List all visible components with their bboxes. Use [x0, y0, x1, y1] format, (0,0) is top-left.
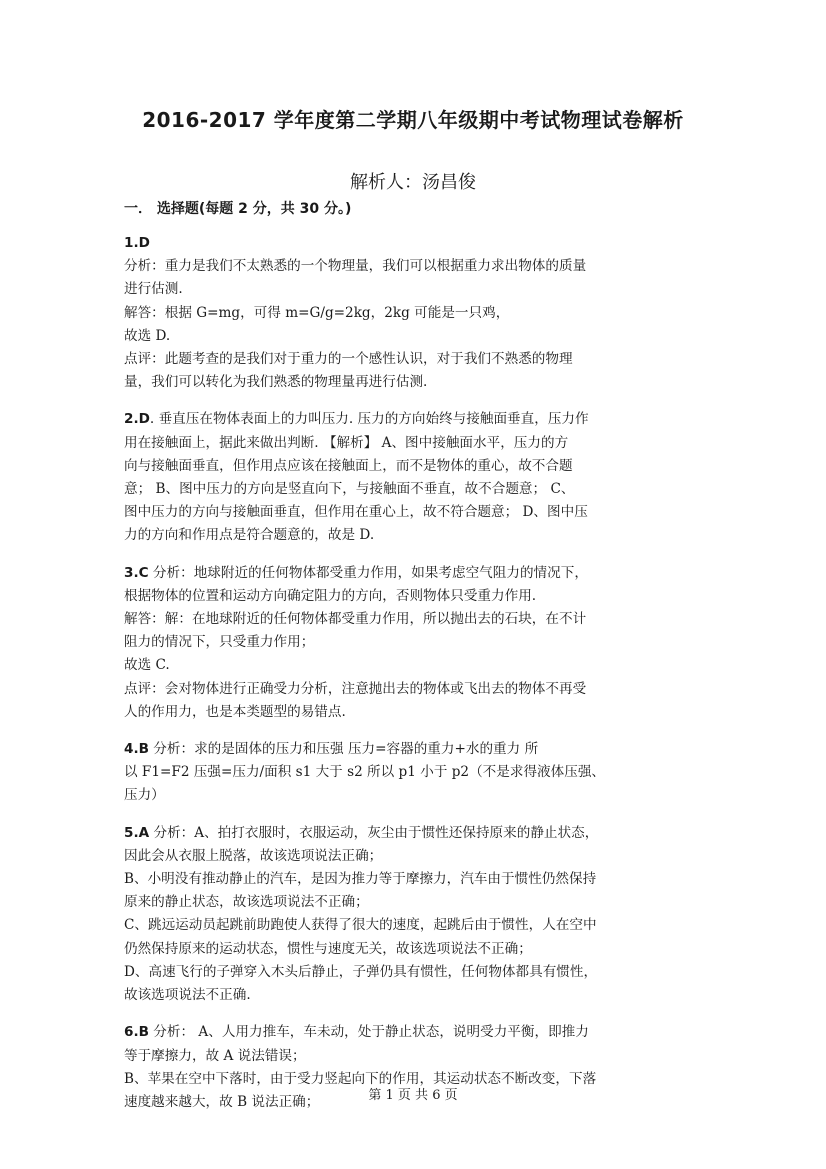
- text-line: 压力）: [124, 787, 165, 804]
- text-line: 分析：A、拍打衣服时，衣服运动，灰尘由于惯性还保持原来的静止状态，: [149, 824, 599, 841]
- text-line: 进行估测.: [124, 281, 183, 298]
- question-number: 5.A: [124, 824, 150, 841]
- text-line: 分析：地球附近的任何物体都受重力作用，如果考虑空气阻力的情况下，: [148, 564, 588, 581]
- page-title: 2016-2017 学年度第二学期八年级期中考试物理试卷解析: [142, 108, 684, 132]
- text-line: 速度越来越大，故 B 说法正确；: [124, 1093, 320, 1110]
- text-line: 分析：求的是固体的压力和压强 压力=容器的重力+水的重力 所: [148, 741, 539, 758]
- text-line: 分析： A、人用力推车，车未动，处于静止状态，说明受力平衡，即推力: [148, 1024, 589, 1041]
- question-2: [124, 408, 704, 547]
- text-line: 意； B、图中压力的方向是竖直向下，与接触面不垂直，故不合题意； C、: [124, 481, 575, 498]
- text-line: 点评：此题考查的是我们对于重力的一个感性认识，对于我们不熟悉的物理: [124, 351, 573, 368]
- text-line: 因此会从衣服上脱落，故该选项说法正确；: [124, 847, 383, 864]
- text-line: 原来的静止状态，故该选项说法不正确；: [124, 894, 369, 911]
- text-line: 仍然保持原来的运动状态，惯性与速度无关，故该选项说法不正确；: [124, 940, 532, 957]
- text-line: 力的方向和作用点是符合题意的，故是 D.: [124, 527, 375, 544]
- question-4: [124, 738, 704, 808]
- text-line: 故该选项说法不正确.: [124, 987, 251, 1004]
- text-line: 人的作用力，也是本类题型的易错点.: [124, 703, 346, 720]
- answer-body: [124, 232, 704, 1128]
- text-line: 根据物体的位置和运动方向确定阻力的方向，否则物体只受重力作用.: [124, 587, 537, 604]
- text-line: 点评：会对物体进行正确受力分析，注意抛出去的物体或飞出去的物体不再受: [124, 680, 587, 697]
- text-line: 阻力的情况下，只受重力作用；: [124, 634, 315, 651]
- question-number: 6.B: [124, 1024, 149, 1041]
- text-line: 向与接触面垂直，但作用点应该在接触面上，而不是物体的重心，故不合题: [124, 457, 573, 474]
- section-heading: 一． 选择题(每题 2 分，共 30 分。): [124, 201, 352, 217]
- question-number: 4.B: [124, 741, 149, 758]
- text-line: 用在接触面上，据此来做出判断. 【解析】 A、图中接触面水平，压力的方: [124, 434, 569, 451]
- text-line: 故选 D.: [124, 327, 171, 344]
- question-3: [124, 562, 704, 724]
- text-line: 分析：重力是我们不太熟悉的一个物理量，我们可以根据重力求出物体的质量: [124, 258, 587, 275]
- text-line: 解答：解：在地球附近的任何物体都受重力作用，所以抛出去的石块，在不计: [124, 611, 587, 628]
- question-number: 2.D: [124, 411, 150, 428]
- text-line: 解答：根据 G=mg，可得 m=G/g=2kg，2kg 可能是一只鸡，: [124, 304, 510, 321]
- text-line: 故选 C.: [124, 657, 170, 674]
- text-line: . 垂直压在物体表面上的力叫压力. 压力的方向始终与接触面垂直，压力作: [149, 411, 589, 428]
- text-line: 等于摩擦力，故 A 说法错误；: [124, 1047, 306, 1064]
- text-line: 量，我们可以转化为我们熟悉的物理量再进行估测.: [124, 374, 428, 391]
- text-line: D、高速飞行的子弹穿入木头后静止，子弹仍具有惯性，任何物体都具有惯性，: [124, 963, 598, 980]
- question-number: 1.D: [124, 235, 150, 251]
- text-line: B、苹果在空中下落时，由于受力竖起向下的作用，其运动状态不断改变，下落: [124, 1070, 597, 1087]
- question-1: [124, 232, 704, 394]
- question-number: 3.C: [124, 564, 149, 581]
- question-5: [124, 822, 704, 1008]
- text-line: 以 F1=F2 压强=压力/面积 s1 大于 s2 所以 p1 小于 p2（不是求得液体压强、: [124, 764, 606, 781]
- text-line: C、跳远运动员起跳前助跑使人获得了很大的速度，起跳后由于惯性，人在空中: [124, 917, 597, 934]
- author-line: 解析人：汤昌俊: [350, 172, 476, 193]
- page-footer: 第 1 页 共 6 页: [368, 1088, 458, 1103]
- text-line: 图中压力的方向与接触面垂直，但作用在重心上，故不符合题意； D、图中压: [124, 504, 588, 521]
- text-line: B、小明没有推动静止的汽车，是因为推力等于摩擦力，汽车由于惯性仍然保持: [124, 871, 597, 888]
